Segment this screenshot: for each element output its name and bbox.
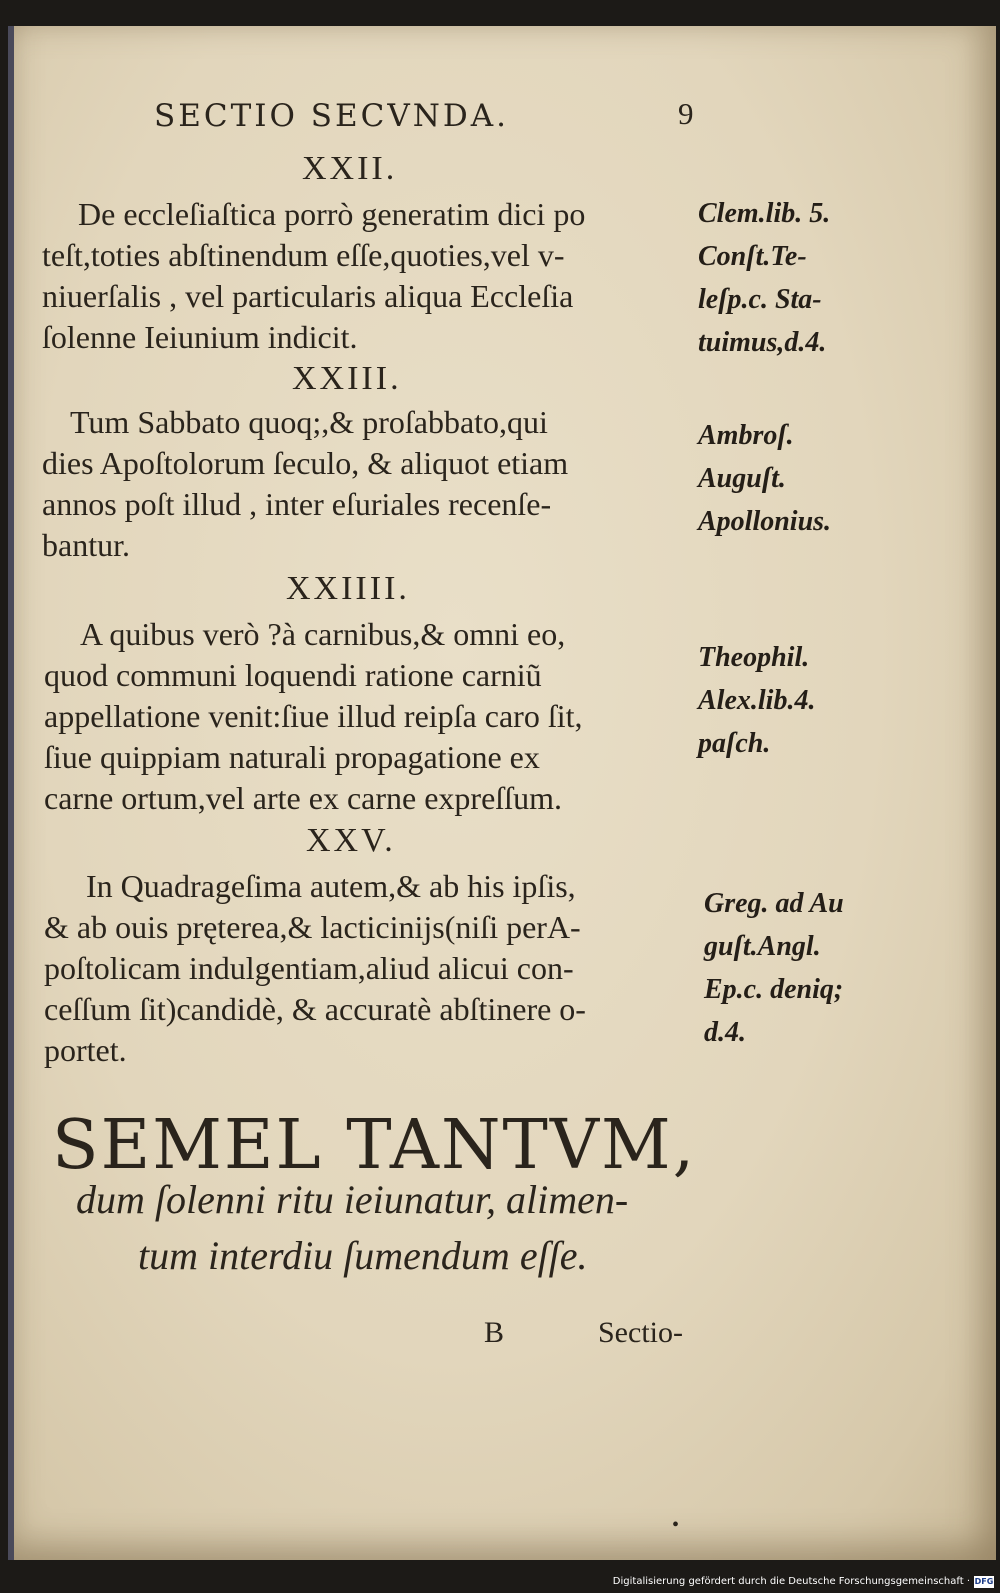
subtitle-line: tum interdiu ſumendum eſſe. — [138, 1233, 588, 1278]
text-line: appellatione venit:ſiue illud reipſa caro ſit, — [44, 698, 583, 734]
subtitle-line: dum ſolenni ritu ieiunatur, alimen- — [76, 1177, 629, 1222]
margin-line: Greg. ad Au — [704, 888, 844, 919]
signature-mark: B — [484, 1316, 505, 1349]
margin-line: leſp.c. Sta- — [698, 284, 822, 315]
section-text — [44, 866, 586, 1071]
chapter-subtitle — [76, 1172, 628, 1284]
text-line: teſt,toties abſtinendum eſſe,quoties,vel v- — [42, 237, 565, 273]
margin-line: Ep.c. deniq; — [704, 974, 844, 1005]
margin-line: Auguſt. — [698, 463, 786, 494]
dfg-logo-icon: DFG — [974, 1577, 994, 1586]
section-numeral: XXII. — [302, 150, 398, 187]
footer-bar — [0, 1563, 1000, 1593]
text-line: annos poſt illud , inter eſuriales recenſe- — [42, 486, 552, 522]
margin-note — [698, 636, 815, 765]
margin-line: Ambroſ. — [698, 420, 794, 451]
section-text — [42, 194, 585, 358]
text-line: ſolenne Ieiunium indicit. — [42, 319, 358, 355]
section-numeral: XXIII. — [292, 360, 402, 397]
section-text — [42, 402, 568, 566]
funding-credit: Digitalisierung gefördert durch die Deutsche Forschungsgemeinschaft · — [612, 1576, 970, 1587]
text-line: quod communi loquendi ratione carniũ — [44, 657, 542, 693]
text-line: In Quadrageſima autem,& ab his ipſis, — [86, 868, 576, 904]
section-numeral: XXIIII. — [286, 570, 410, 607]
margin-line: Clem.lib. 5. — [698, 198, 831, 229]
margin-line: guſt.Angl. — [704, 931, 821, 962]
text-line: dies Apoſtolorum ſeculo, & aliquot etiam — [42, 445, 569, 481]
margin-note — [698, 414, 831, 543]
margin-note — [704, 882, 844, 1054]
text-line: A quibus verò ?à carnibus,& omni eo, — [80, 616, 566, 652]
text-line: poſtolicam indulgentiam,aliud alicui con- — [44, 950, 574, 986]
margin-line: paſch. — [698, 728, 771, 759]
section-numeral: XXV. — [306, 822, 396, 859]
text-line: portet. — [44, 1032, 127, 1068]
text-line: niuerſalis , vel particularis aliqua Eccleſia — [42, 278, 574, 314]
margin-line: Theophil. — [698, 642, 810, 673]
text-line: & ab ouis pręterea,& lacticinijs(niſi perA- — [44, 909, 581, 945]
margin-line: Apollonius. — [698, 506, 832, 537]
text-line: Tum Sabbato quoq;,& proſabbato,qui — [70, 404, 548, 440]
catchword: Sectio- — [598, 1316, 683, 1349]
margin-note — [698, 192, 830, 364]
chapter-heading: SEMEL TANTVM, — [52, 1106, 697, 1185]
page-number: 9 — [678, 96, 694, 131]
margin-line: tuimus,d.4. — [698, 327, 827, 358]
running-title: SECTIO SECVNDA. — [154, 98, 509, 134]
margin-line: Alex.lib.4. — [698, 685, 816, 716]
section-text — [44, 614, 582, 819]
text-line: ſiue quippiam naturali propagatione ex — [44, 739, 540, 775]
book-page — [8, 26, 996, 1560]
text-line: ceſſum ſit)candidè, & accuratè abſtinere o- — [44, 991, 586, 1027]
margin-line: Conſt.Te- — [698, 241, 807, 272]
text-line: carne ortum,vel arte ex carne expreſſum. — [44, 780, 562, 816]
margin-line: d.4. — [704, 1017, 746, 1048]
printer-mark: • — [672, 1514, 680, 1536]
text-line: De eccleſiaſtica porrò generatim dici po — [78, 196, 586, 232]
text-line: bantur. — [42, 527, 130, 563]
